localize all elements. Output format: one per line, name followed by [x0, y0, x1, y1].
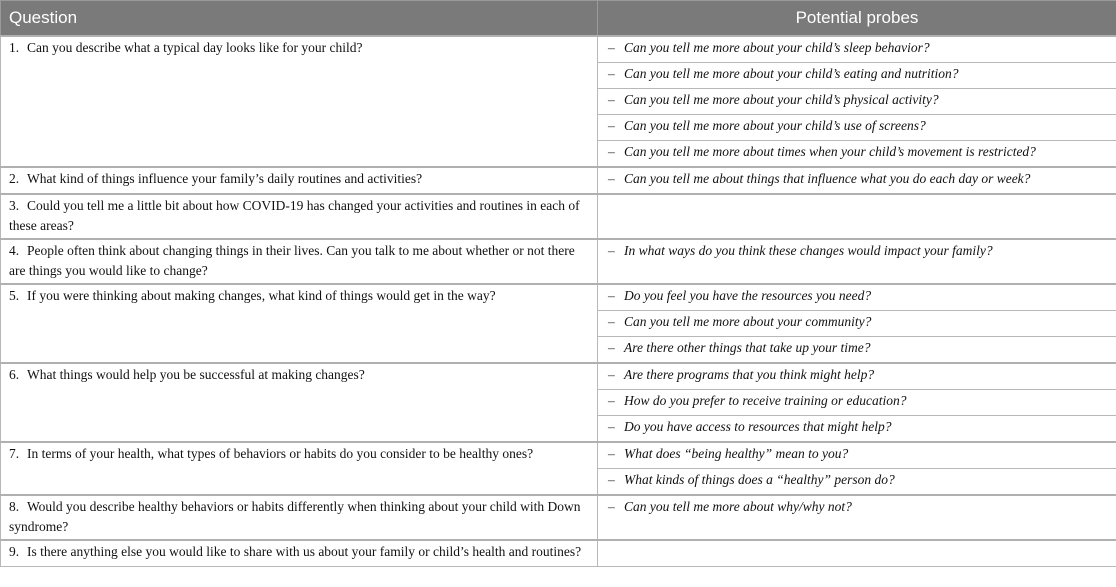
probe-text: Do you have access to resources that might help?	[624, 419, 892, 434]
probe-text: Can you tell me more about your child’s sleep behavior?	[624, 40, 930, 55]
probe-dash: –	[608, 472, 615, 487]
table-row	[1, 239, 1116, 284]
probe-dash: –	[608, 314, 615, 329]
probe-dash: –	[608, 243, 615, 258]
question-cell	[1, 495, 598, 540]
table-row	[1, 495, 1116, 540]
probe-text: Can you tell me more about your community?	[624, 314, 872, 329]
table-row	[1, 167, 1116, 194]
question-number: 9.	[9, 544, 20, 559]
header-row	[1, 1, 1116, 37]
probe-text: Are there programs that you think might help?	[624, 367, 875, 382]
table-row	[1, 284, 1116, 311]
probe-cell	[598, 115, 1116, 141]
probe-cell	[598, 89, 1116, 115]
probe-dash: –	[608, 419, 615, 434]
question-number: 6.	[9, 367, 20, 382]
probe-cell	[598, 442, 1116, 469]
question-text: People often think about changing things in their lives. Can you talk to me about whether or not there are things you would like to change?	[9, 243, 575, 278]
question-cell	[1, 363, 598, 442]
table-header	[1, 1, 1116, 37]
probe-text: How do you prefer to receive training or education?	[624, 393, 907, 408]
probe-cell	[598, 469, 1116, 496]
question-number: 7.	[9, 446, 20, 461]
question-cell	[1, 442, 598, 495]
probe-cell	[598, 194, 1116, 239]
probe-cell	[598, 239, 1116, 284]
probe-dash: –	[608, 367, 615, 382]
question-text: What things would help you be successful at making changes?	[27, 367, 365, 382]
probe-dash: –	[608, 144, 615, 159]
table-row	[1, 540, 1116, 567]
probe-text: Can you tell me more about your child’s physical activity?	[624, 92, 939, 107]
question-text: If you were thinking about making changes, what kind of things would get in the way?	[27, 288, 496, 303]
probe-text: Can you tell me about things that influence what you do each day or week?	[624, 171, 1031, 186]
probe-cell	[598, 167, 1116, 194]
question-text: Could you tell me a little bit about how COVID-19 has changed your activities and routines in each of these areas?	[9, 198, 580, 233]
probe-dash: –	[608, 40, 615, 55]
probe-text: Can you tell me more about your child’s use of screens?	[624, 118, 926, 133]
question-number: 2.	[9, 171, 20, 186]
probe-dash: –	[608, 171, 615, 186]
probe-text: Do you feel you have the resources you need?	[624, 288, 872, 303]
probe-cell	[598, 390, 1116, 416]
probe-cell	[598, 540, 1116, 567]
probe-cell	[598, 141, 1116, 168]
question-cell	[1, 540, 598, 567]
question-text: What kind of things influence your family’s daily routines and activities?	[27, 171, 423, 186]
probe-dash: –	[608, 446, 615, 461]
table-row	[1, 36, 1116, 63]
probe-text: In what ways do you think these changes would impact your family?	[624, 243, 993, 258]
question-number: 4.	[9, 243, 20, 258]
probe-cell	[598, 363, 1116, 390]
probe-dash: –	[608, 66, 615, 81]
table-row	[1, 194, 1116, 239]
question-number: 1.	[9, 40, 20, 55]
question-number: 5.	[9, 288, 20, 303]
probe-cell	[598, 284, 1116, 311]
probe-text: Are there other things that take up your time?	[624, 340, 871, 355]
probe-cell	[598, 63, 1116, 89]
probe-text: What does “being healthy” mean to you?	[624, 446, 849, 461]
probe-cell	[598, 416, 1116, 443]
probe-cell	[598, 36, 1116, 63]
table-body	[1, 36, 1116, 567]
question-text: Can you describe what a typical day looks like for your child?	[27, 40, 363, 55]
question-text: Is there anything else you would like to share with us about your family or child’s health and routines?	[27, 544, 582, 559]
question-text: Would you describe healthy behaviors or habits differently when thinking about your child with Down syndrome?	[9, 499, 581, 534]
probe-dash: –	[608, 499, 615, 514]
question-cell	[1, 36, 598, 167]
question-column-header: Question	[1, 1, 598, 37]
question-text: In terms of your health, what types of behaviors or habits do you consider to be healthy ones?	[27, 446, 534, 461]
probe-dash: –	[608, 393, 615, 408]
probes-column-header: Potential probes	[598, 1, 1116, 37]
question-number: 3.	[9, 198, 20, 213]
probe-dash: –	[608, 288, 615, 303]
probe-dash: –	[608, 92, 615, 107]
probe-cell	[598, 311, 1116, 337]
question-number: 8.	[9, 499, 20, 514]
probe-text: What kinds of things does a “healthy” person do?	[624, 472, 895, 487]
table-row	[1, 442, 1116, 469]
question-cell	[1, 167, 598, 194]
probe-cell	[598, 337, 1116, 364]
probe-dash: –	[608, 118, 615, 133]
probe-cell	[598, 495, 1116, 540]
probe-text: Can you tell me more about times when your child’s movement is restricted?	[624, 144, 1036, 159]
probe-text: Can you tell me more about your child’s eating and nutrition?	[624, 66, 959, 81]
question-cell	[1, 239, 598, 284]
question-cell	[1, 194, 598, 239]
table-row	[1, 363, 1116, 390]
probe-dash: –	[608, 340, 615, 355]
probe-text: Can you tell me more about why/why not?	[624, 499, 852, 514]
question-cell	[1, 284, 598, 363]
